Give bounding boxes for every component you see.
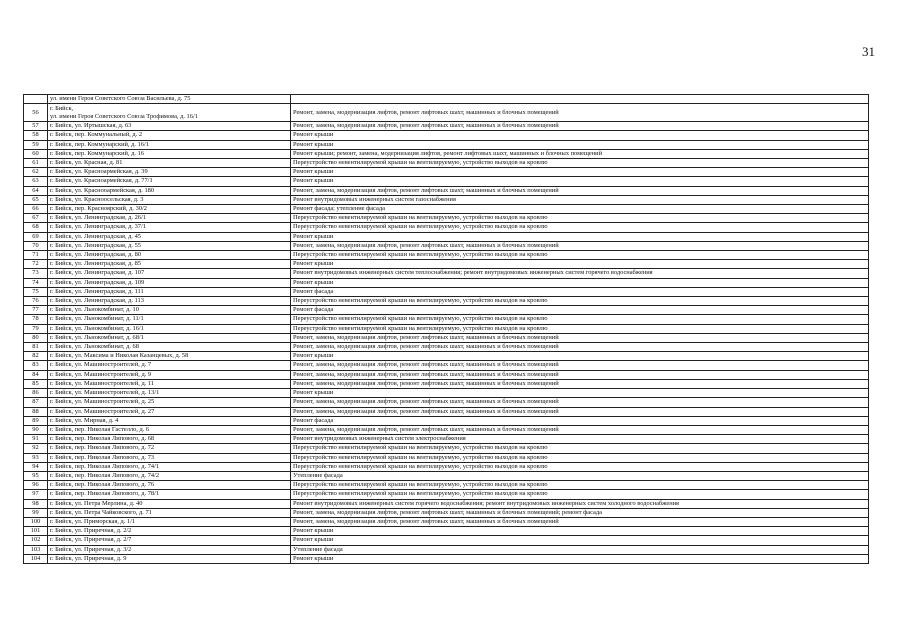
work-type-cell: Переустройство невентилируемой крыши на вентилируемую, устройство выходов на кровлю: [291, 481, 869, 490]
work-type-cell: Ремонт, замена, модернизация лифтов, ремонт лифтовых шахт, машинных и блочных помещений: [291, 186, 869, 195]
page-number: 31: [862, 44, 875, 59]
work-type-cell: Переустройство невентилируемой крыши на вентилируемую, устройство выходов на кровлю: [291, 453, 869, 462]
row-number-cell: 87: [24, 398, 48, 407]
address-cell: г. Бийск, пер. Коммунарский, д. 16: [48, 149, 291, 158]
address-cell: г. Бийск, ул. Краснооармейская, д. 180: [48, 186, 291, 195]
work-type-cell: Ремонт фасада: [291, 416, 869, 425]
address-cell: г. Бийск, пер. Николая Липового, д. 73: [48, 453, 291, 462]
address-cell: г. Бийск, пер. Коммунарский, д. 16/1: [48, 140, 291, 149]
address-cell: г. Бийск, ул. Льнокомбинат, д. 68/1: [48, 333, 291, 342]
work-type-cell: Переустройство невентилируемой крыши на вентилируемую, устройство выходов на кровлю: [291, 444, 869, 453]
work-type-cell: Переустройство невентилируемой крыши на вентилируемую, устройство выходов на кровлю: [291, 214, 869, 223]
row-number-cell: 82: [24, 352, 48, 361]
table-row: [24, 545, 869, 554]
table-row: [24, 407, 869, 416]
table-row: [24, 435, 869, 444]
row-number-cell: 62: [24, 168, 48, 177]
table-row: [24, 269, 869, 278]
address-cell: г. Бийск, ул. имени Героя Советского Союза Трофимова, д. 16/1: [48, 104, 291, 122]
table-row: [24, 95, 869, 104]
work-type-cell: Ремонт фасада: [291, 287, 869, 296]
work-type-cell: Ремонт, замена, модернизация лифтов, ремонт лифтовых шахт, машинных и блочных помещений: [291, 398, 869, 407]
row-number-cell: 69: [24, 232, 48, 241]
row-number-cell: 88: [24, 407, 48, 416]
table-row: [24, 361, 869, 370]
repair-works-table: [23, 94, 869, 564]
table-row: [24, 186, 869, 195]
address-cell: г. Бийск, ул. Приречная, д. 2/7: [48, 536, 291, 545]
work-type-cell: Утепление фасада: [291, 471, 869, 480]
work-type-cell: Ремонт, замена, модернизация лифтов, ремонт лифтовых шахт, машинных и блочных помещений: [291, 104, 869, 122]
row-number-cell: 68: [24, 223, 48, 232]
row-number-cell: 98: [24, 499, 48, 508]
table-row: [24, 416, 869, 425]
table-row: [24, 324, 869, 333]
row-number-cell: 70: [24, 241, 48, 250]
row-number-cell: 59: [24, 140, 48, 149]
work-type-cell: Ремонт крыши: [291, 131, 869, 140]
table-row: [24, 131, 869, 140]
address-cell: г. Бийск, ул. Ленинградская, д. 109: [48, 278, 291, 287]
address-cell: г. Бийск, ул. Приречная, д. 2/2: [48, 527, 291, 536]
row-number-cell: 89: [24, 416, 48, 425]
table-row: [24, 352, 869, 361]
work-type-cell: Ремонт фасада: [291, 306, 869, 315]
address-cell: г. Бийск, пер. Николая Липового, д. 78/1: [48, 490, 291, 499]
address-cell: г. Бийск, ул. Ленинградская, д. 26/1: [48, 214, 291, 223]
address-cell: г. Бийск, ул. Приречная, д. 3/2: [48, 545, 291, 554]
row-number-cell: 97: [24, 490, 48, 499]
table-row: [24, 214, 869, 223]
address-cell: г. Бийск, ул. Машиностроителей, д. 9: [48, 370, 291, 379]
row-number-cell: 81: [24, 343, 48, 352]
work-type-cell: Ремонт крыши; ремонт, замена, модернизация лифтов, ремонт лифтовых шахт, машинных и блочных помещений: [291, 149, 869, 158]
row-number-cell: 66: [24, 205, 48, 214]
row-number-cell: 84: [24, 370, 48, 379]
row-number-cell: 61: [24, 159, 48, 168]
work-type-cell: Ремонт крыши: [291, 527, 869, 536]
address-cell: г. Бийск, ул. Мирная, д. 4: [48, 416, 291, 425]
row-number-cell: 86: [24, 389, 48, 398]
table-row: [24, 389, 869, 398]
address-cell: г. Бийск, ул. Льнокомбинат, д. 10: [48, 306, 291, 315]
address-cell: г. Бийск, ул. Красноармейская, д. 77/1: [48, 177, 291, 186]
work-type-cell: Ремонт, замена, модернизация лифтов, ремонт лифтовых шахт, машинных и блочных помещений: [291, 407, 869, 416]
work-type-cell: Ремонт крыши: [291, 389, 869, 398]
table-row: [24, 343, 869, 352]
row-number-cell: 102: [24, 536, 48, 545]
address-cell: г. Бийск, пер. Николая Липового, д. 68: [48, 435, 291, 444]
work-type-cell: Ремонт крыши: [291, 260, 869, 269]
table-row: [24, 177, 869, 186]
table-row: [24, 398, 869, 407]
work-type-cell: Ремонт крыши: [291, 232, 869, 241]
address-cell: г. Бийск, ул. Ленинградская, д. 107: [48, 269, 291, 278]
row-number-cell: 85: [24, 379, 48, 388]
work-type-cell: Ремонт внутридомовых инженерных систем газоснабжения: [291, 195, 869, 204]
address-cell: г. Бийск, ул. Ленинградская, д. 111: [48, 287, 291, 296]
table-row: [24, 260, 869, 269]
row-number-cell: 93: [24, 453, 48, 462]
work-type-cell: Ремонт, замена, модернизация лифтов, ремонт лифтовых шахт, машинных и блочных помещений: [291, 361, 869, 370]
table-row: [24, 333, 869, 342]
work-type-cell: Переустройство невентилируемой крыши на вентилируемую, устройство выходов на кровлю: [291, 315, 869, 324]
work-type-cell: Ремонт, замена, модернизация лифтов, ремонт лифтовых шахт, машинных и блочных помещений: [291, 241, 869, 250]
work-type-cell: Ремонт, замена, модернизация лифтов, ремонт лифтовых шахт, машинных и блочных помещений: [291, 343, 869, 352]
work-type-cell: Переустройство невентилируемой крыши на вентилируемую, устройство выходов на кровлю: [291, 324, 869, 333]
row-number-cell: 58: [24, 131, 48, 140]
table-row: [24, 223, 869, 232]
row-number-cell: 73: [24, 269, 48, 278]
address-cell: г. Бийск, пер. Николая Липового, д. 72: [48, 444, 291, 453]
table-row: [24, 287, 869, 296]
row-number-cell: 75: [24, 287, 48, 296]
table-row: [24, 122, 869, 131]
address-cell: г. Бийск, ул. Льнокомбинат, д. 16/1: [48, 324, 291, 333]
work-type-cell: Ремонт фасада; утепление фасада: [291, 205, 869, 214]
work-type-cell: Ремонт крыши: [291, 140, 869, 149]
row-number-cell: 71: [24, 251, 48, 260]
row-number-cell: 56: [24, 104, 48, 122]
work-type-cell: Ремонт крыши: [291, 177, 869, 186]
work-type-cell: Переустройство невентилируемой крыши на вентилируемую, устройство выходов на кровлю: [291, 223, 869, 232]
row-number-cell: 94: [24, 462, 48, 471]
row-number-cell: 63: [24, 177, 48, 186]
work-type-cell: Переустройство невентилируемой крыши на вентилируемую, устройство выходов на кровлю: [291, 159, 869, 168]
table-row: [24, 195, 869, 204]
row-number-cell: 72: [24, 260, 48, 269]
table-row: [24, 251, 869, 260]
table-row: [24, 517, 869, 526]
work-type-cell: Ремонт, замена, модернизация лифтов, ремонт лифтовых шахт, машинных и блочных помещений: [291, 379, 869, 388]
table-row: [24, 554, 869, 563]
table-row: [24, 527, 869, 536]
work-type-cell: Ремонт внутридомовых инженерных систем электроснабжения: [291, 435, 869, 444]
work-type-cell: Ремонт, замена, модернизация лифтов, ремонт лифтовых шахт, машинных и блочных помещений; ремонт фасада: [291, 508, 869, 517]
row-number-cell: 79: [24, 324, 48, 333]
table-row: [24, 159, 869, 168]
work-type-cell: [291, 95, 869, 104]
table-row: [24, 241, 869, 250]
address-cell: г. Бийск, ул. Красная, д. 81: [48, 159, 291, 168]
row-number-cell: 99: [24, 508, 48, 517]
table-row: [24, 379, 869, 388]
table-row: [24, 168, 869, 177]
row-number-cell: 60: [24, 149, 48, 158]
address-cell: г. Бийск, ул. Максима и Николая Казанцевых, д. 58: [48, 352, 291, 361]
address-cell: г. Бийск, ул. Приречная, д. 9: [48, 554, 291, 563]
table-row: [24, 536, 869, 545]
address-cell: г. Бийск, ул. Машиностроителей, д. 27: [48, 407, 291, 416]
work-type-cell: Переустройство невентилируемой крыши на вентилируемую, устройство выходов на кровлю: [291, 251, 869, 260]
work-type-cell: Ремонт крыши: [291, 352, 869, 361]
work-type-cell: Переустройство невентилируемой крыши на вентилируемую, устройство выходов на кровлю: [291, 297, 869, 306]
address-cell: ул. имени Героя Советского Союза Васильева, д. 75: [48, 95, 291, 104]
address-cell: г. Бийск, ул. Иртышская, д. 63: [48, 122, 291, 131]
table-row: [24, 297, 869, 306]
address-cell: г. Бийск, ул. Приморская, д. 1/1: [48, 517, 291, 526]
row-number-cell: 74: [24, 278, 48, 287]
row-number-cell: 104: [24, 554, 48, 563]
row-number-cell: 76: [24, 297, 48, 306]
row-number-cell: 91: [24, 435, 48, 444]
row-number-cell: 57: [24, 122, 48, 131]
table-row: [24, 306, 869, 315]
work-type-cell: Ремонт, замена, модернизация лифтов, ремонт лифтовых шахт, машинных и блочных помещений: [291, 517, 869, 526]
address-cell: г. Бийск, ул. Льнокомбинат, д. 11/1: [48, 315, 291, 324]
row-number-cell: 100: [24, 517, 48, 526]
address-cell: г. Бийск, пер. Николая Гастелло, д. 6: [48, 425, 291, 434]
table-row: [24, 205, 869, 214]
work-type-cell: Ремонт крыши: [291, 278, 869, 287]
row-number-cell: 92: [24, 444, 48, 453]
row-number-cell: 64: [24, 186, 48, 195]
table-row: [24, 315, 869, 324]
address-cell: г. Бийск, ул. Ленинградская, д. 85: [48, 260, 291, 269]
address-cell: г. Бийск, ул. Ленинградская, д. 55: [48, 241, 291, 250]
table-row: [24, 278, 869, 287]
table-row: [24, 471, 869, 480]
table-row: [24, 508, 869, 517]
work-type-cell: Ремонт, замена, модернизация лифтов, ремонт лифтовых шахт, машинных и блочных помещений: [291, 425, 869, 434]
work-type-cell: Ремонт крыши: [291, 168, 869, 177]
work-type-cell: Ремонт внутридомовых инженерных систем горячего водоснабжения; ремонт внутридомовых инженерных систем холодного водоснабжения: [291, 499, 869, 508]
row-number-cell: 80: [24, 333, 48, 342]
table-row: [24, 462, 869, 471]
address-cell: г. Бийск, ул. Красноосельская, д. 3: [48, 195, 291, 204]
address-cell: г. Бийск, пер. Николая Липового, д. 76: [48, 481, 291, 490]
work-type-cell: Переустройство невентилируемой крыши на вентилируемую, устройство выходов на кровлю: [291, 490, 869, 499]
table-row: [24, 104, 869, 122]
address-cell: г. Бийск, пер. Коммунальный, д. 2: [48, 131, 291, 140]
address-cell: г. Бийск, ул. Ленинградская, д. 45: [48, 232, 291, 241]
row-number-cell: 103: [24, 545, 48, 554]
table-row: [24, 481, 869, 490]
address-cell: г. Бийск, ул. Машиностроителей, д. 25: [48, 398, 291, 407]
table-row: [24, 490, 869, 499]
table-row: [24, 370, 869, 379]
table-row: [24, 499, 869, 508]
table-row: [24, 140, 869, 149]
row-number-cell: 67: [24, 214, 48, 223]
table-row: [24, 453, 869, 462]
address-cell: г. Бийск, ул. Машиностроителей, д. 13/1: [48, 389, 291, 398]
row-number-cell: 65: [24, 195, 48, 204]
address-cell: г. Бийск, ул. Льнокомбинат, д. 68: [48, 343, 291, 352]
row-number-cell: 83: [24, 361, 48, 370]
address-cell: г. Бийск, ул. Ленинградская, д. 80: [48, 251, 291, 260]
table-body: [24, 95, 869, 564]
table-row: [24, 232, 869, 241]
row-number-cell: 90: [24, 425, 48, 434]
row-number-cell: [24, 95, 48, 104]
address-cell: г. Бийск, ул. Машиностроителей, д. 7: [48, 361, 291, 370]
table-row: [24, 425, 869, 434]
table-row: [24, 444, 869, 453]
row-number-cell: 78: [24, 315, 48, 324]
row-number-cell: 95: [24, 471, 48, 480]
address-cell: г. Бийск, ул. Ленинградская, д. 113: [48, 297, 291, 306]
address-cell: г. Бийск, ул. Красноармейская, д. 39: [48, 168, 291, 177]
address-cell: г. Бийск, пер. Красноярский, д. 30/2: [48, 205, 291, 214]
work-type-cell: Ремонт, замена, модернизация лифтов, ремонт лифтовых шахт, машинных и блочных помещений: [291, 370, 869, 379]
row-number-cell: 101: [24, 527, 48, 536]
table-row: [24, 149, 869, 158]
row-number-cell: 77: [24, 306, 48, 315]
address-cell: г. Бийск, ул. Петра Чайковского, д. 71: [48, 508, 291, 517]
address-cell: г. Бийск, пер. Николая Липового, д. 74/2: [48, 471, 291, 480]
address-cell: г. Бийск, ул. Машиностроителей, д. 11: [48, 379, 291, 388]
row-number-cell: 96: [24, 481, 48, 490]
work-type-cell: Ремонт крыши: [291, 554, 869, 563]
work-type-cell: Ремонт, замена, модернизация лифтов, ремонт лифтовых шахт, машинных и блочных помещений: [291, 122, 869, 131]
address-cell: г. Бийск, пер. Николая Липового, д. 74/1: [48, 462, 291, 471]
work-type-cell: Ремонт, замена, модернизация лифтов, ремонт лифтовых шахт, машинных и блочных помещений: [291, 333, 869, 342]
work-type-cell: Ремонт внутридомовых инженерных систем теплоснабжения; ремонт внутридомовых инженерных систем горячего водоснабжения: [291, 269, 869, 278]
work-type-cell: Переустройство невентилируемой крыши на вентилируемую, устройство выходов на кровлю: [291, 462, 869, 471]
address-cell: г. Бийск, ул. Петра Мерлина, д. 40: [48, 499, 291, 508]
work-type-cell: Ремонт крыши: [291, 536, 869, 545]
address-cell: г. Бийск, ул. Ленинградская, д. 37/1: [48, 223, 291, 232]
work-type-cell: Утепление фасада: [291, 545, 869, 554]
